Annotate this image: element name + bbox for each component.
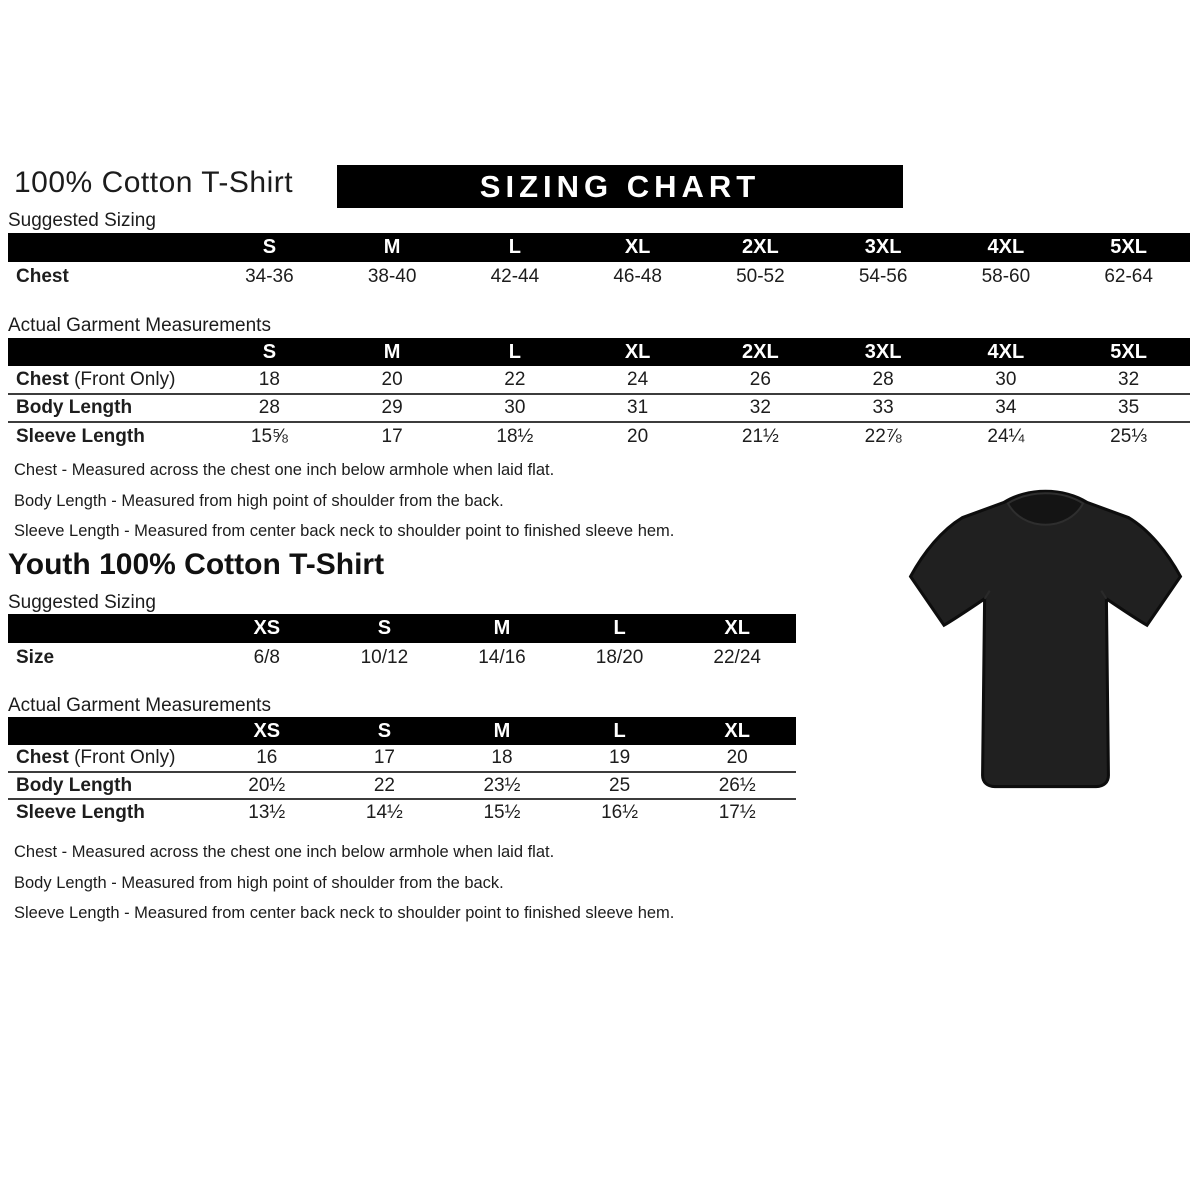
measurement-value: 17 <box>331 422 454 450</box>
row-label <box>8 799 208 826</box>
table-header-row <box>8 614 796 643</box>
measurement-value: 25 <box>561 772 679 799</box>
column-header-l: L <box>454 233 577 262</box>
youth-suggested-sizing-label: Suggested Sizing <box>8 592 156 613</box>
table-corner-cell <box>8 717 208 745</box>
column-header-3xl: 3XL <box>822 338 945 366</box>
column-header-s: S <box>326 614 444 643</box>
page-title: 100% Cotton T-Shirt <box>14 166 294 199</box>
note-chest: Chest - Measured across the chest one inch below armhole when laid flat. <box>14 843 555 861</box>
row-label <box>8 772 208 799</box>
table-row-chest <box>8 745 796 772</box>
youth-page-title: Youth 100% Cotton T-Shirt <box>8 548 385 581</box>
table-row-chest <box>8 262 1190 291</box>
measurement-value: 14/16 <box>478 646 526 668</box>
measurement-value: 14½ <box>326 799 444 826</box>
tshirt-body-shape <box>911 491 1181 786</box>
measurement-value: 33 <box>822 394 945 422</box>
youth-actual-measurements-table <box>8 717 796 826</box>
row-label-suffix: (Front Only) <box>68 747 176 768</box>
measurement-value: 35 <box>1067 394 1190 422</box>
row-label-text: Chest <box>16 747 69 768</box>
measurement-value: 54-56 <box>858 265 908 287</box>
measurement-value: 22 <box>504 368 526 390</box>
row-label <box>8 262 208 291</box>
measurement-value: 28 <box>872 368 894 390</box>
measurement-value: 24 <box>627 368 649 390</box>
column-header-m: M <box>443 614 561 643</box>
adult-measurement-notes <box>14 455 674 547</box>
column-header-m: M <box>331 338 454 366</box>
row-label <box>8 366 208 394</box>
row-label-text: Body Length <box>16 774 133 796</box>
row-label <box>8 643 208 672</box>
sizing-chart-banner: SIZING CHART <box>337 165 903 208</box>
row-label <box>8 394 208 422</box>
row-label-text: Sleeve Length <box>16 425 145 447</box>
row-label <box>8 745 208 772</box>
table-row-body-length <box>8 394 1190 422</box>
adult-suggested-sizing-label: Suggested Sizing <box>8 210 156 231</box>
column-header-5xl: 5XL <box>1067 233 1190 262</box>
measurement-value: 58-60 <box>981 265 1031 287</box>
table-corner-cell <box>8 614 208 643</box>
column-header-3xl: 3XL <box>822 233 945 262</box>
youth-measurement-notes <box>14 837 674 929</box>
measurement-value: 34-36 <box>245 265 294 287</box>
measurement-value: 22⅞ <box>822 422 945 450</box>
column-header-5xl: 5XL <box>1067 338 1190 366</box>
column-header-2xl: 2XL <box>699 233 822 262</box>
measurement-value: 22/24 <box>713 646 761 668</box>
measurement-value: 16 <box>256 747 278 768</box>
measurement-value: 16½ <box>561 799 679 826</box>
measurement-value: 28 <box>208 394 331 422</box>
table-row-body-length <box>8 772 796 799</box>
measurement-value: 23½ <box>443 772 561 799</box>
table-row-size <box>8 643 796 672</box>
column-header-xl: XL <box>678 614 796 643</box>
measurement-value: 18 <box>491 747 513 768</box>
measurement-value: 10/12 <box>360 646 409 668</box>
measurement-value: 18/20 <box>595 646 644 668</box>
column-header-xs: XS <box>208 614 326 643</box>
column-header-xl: XL <box>678 717 796 745</box>
black-tshirt-image <box>893 473 1198 818</box>
youth-actual-measurements-label: Actual Garment Measurements <box>8 695 271 716</box>
measurement-value: 20 <box>726 747 748 768</box>
table-row-sleeve-length <box>8 422 1190 450</box>
measurement-value: 31 <box>576 394 699 422</box>
measurement-value: 30 <box>454 394 577 422</box>
tshirt-icon <box>893 473 1198 818</box>
row-label-text: Chest <box>16 265 69 287</box>
measurement-value: 25⅓ <box>1067 422 1190 450</box>
measurement-value: 17 <box>373 747 395 768</box>
table-row-chest <box>8 366 1190 394</box>
measurement-value: 15⅝ <box>208 422 331 450</box>
table-header-row <box>8 338 1190 366</box>
measurement-value: 15½ <box>443 799 561 826</box>
youth-suggested-sizing-table <box>8 614 796 672</box>
row-label-suffix: (Front Only) <box>68 368 176 390</box>
table-corner-cell <box>8 233 208 262</box>
note-body-length: Body Length - Measured from high point of shoulder from the back. <box>14 873 504 892</box>
column-header-l: L <box>454 338 577 366</box>
measurement-value: 32 <box>1118 368 1140 390</box>
measurement-value: 17½ <box>678 799 796 826</box>
measurement-value: 30 <box>995 368 1017 390</box>
measurement-value: 13½ <box>208 799 326 826</box>
measurement-value: 20 <box>381 368 403 390</box>
measurement-value: 20½ <box>208 772 326 799</box>
measurement-value: 26 <box>749 368 771 390</box>
table-corner-cell <box>8 338 208 366</box>
column-header-4xl: 4XL <box>945 338 1068 366</box>
adult-actual-measurements-label: Actual Garment Measurements <box>8 315 271 336</box>
table-header-row <box>8 233 1190 262</box>
column-header-xs: XS <box>208 717 326 745</box>
row-label-text: Size <box>16 646 55 668</box>
note-sleeve-length: Sleeve Length - Measured from center back neck to shoulder point to finished sleeve hem. <box>14 522 675 540</box>
column-header-s: S <box>208 233 331 262</box>
measurement-value: 6/8 <box>253 646 280 668</box>
measurement-value: 50-52 <box>736 265 785 287</box>
measurement-value: 38-40 <box>367 265 417 287</box>
measurement-value: 32 <box>699 394 822 422</box>
measurement-value: 62-64 <box>1104 265 1153 287</box>
column-header-s: S <box>208 338 331 366</box>
measurement-value: 18 <box>258 368 280 390</box>
measurement-value: 26½ <box>678 772 796 799</box>
note-sleeve-length: Sleeve Length - Measured from center back neck to shoulder point to finished sleeve hem. <box>14 904 675 922</box>
measurement-value: 34 <box>945 394 1068 422</box>
column-header-m: M <box>331 233 454 262</box>
column-header-m: M <box>443 717 561 745</box>
measurement-value: 46-48 <box>613 265 662 287</box>
measurement-value: 22 <box>326 772 444 799</box>
measurement-value: 24¼ <box>945 422 1068 450</box>
row-label-text: Body Length <box>16 397 133 418</box>
row-label <box>8 422 208 450</box>
measurement-value: 42-44 <box>490 265 540 287</box>
table-header-row <box>8 717 796 745</box>
adult-actual-measurements-table <box>8 338 1190 450</box>
measurement-value: 19 <box>609 747 631 768</box>
column-header-l: L <box>561 614 679 643</box>
measurement-value: 21½ <box>699 422 822 450</box>
column-header-s: S <box>326 717 444 745</box>
adult-suggested-sizing-table <box>8 233 1190 291</box>
column-header-4xl: 4XL <box>945 233 1068 262</box>
note-chest: Chest - Measured across the chest one inch below armhole when laid flat. <box>14 461 555 479</box>
row-label-text: Chest <box>16 368 69 390</box>
measurement-value: 29 <box>331 394 454 422</box>
note-body-length: Body Length - Measured from high point of shoulder from the back. <box>14 491 504 510</box>
column-header-xl: XL <box>576 338 699 366</box>
column-header-l: L <box>561 717 679 745</box>
column-header-xl: XL <box>576 233 699 262</box>
row-label-text: Sleeve Length <box>16 802 145 823</box>
column-header-2xl: 2XL <box>699 338 822 366</box>
measurement-value: 18½ <box>454 422 577 450</box>
table-row-sleeve-length <box>8 799 796 826</box>
measurement-value: 20 <box>576 422 699 450</box>
